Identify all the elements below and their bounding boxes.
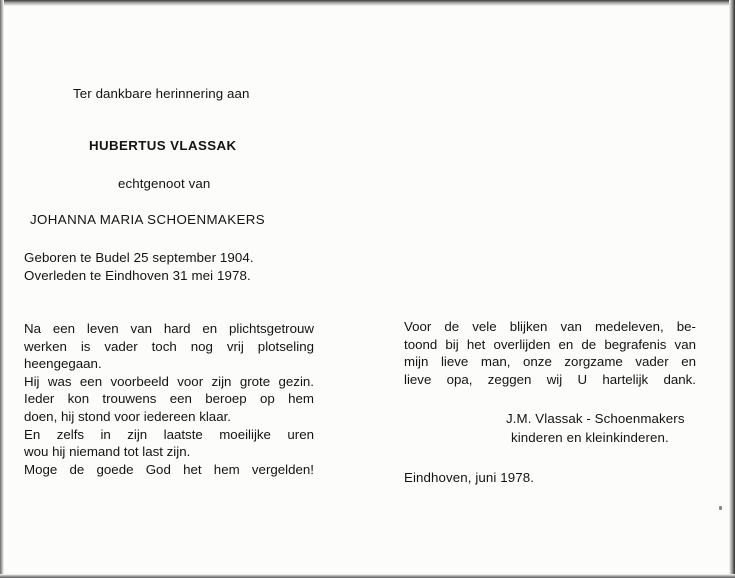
place-date: Eindhoven, juni 1978. <box>404 470 534 485</box>
left-line: En zelfs in zijn laatste moeilijke uren <box>24 426 314 442</box>
paper-speck <box>719 506 722 510</box>
intro-text: Ter dankbare herinnering aan <box>73 86 250 101</box>
relation-text: echtgenoot van <box>118 176 211 191</box>
left-line: werken is vader toch nog vrij plotseling <box>24 338 314 354</box>
spouse-name: JOHANNA MARIA SCHOENMAKERS <box>30 212 266 227</box>
card-edge-bottom <box>0 574 735 578</box>
birth-line: Geboren te Budel 25 september 1904. <box>24 250 254 265</box>
right-paragraph <box>404 318 696 388</box>
left-line: Ieder kon trouwens een beroep op hem <box>24 391 314 407</box>
card-edge-right <box>729 0 735 578</box>
card-edge-top <box>0 0 735 6</box>
left-line: heengegaan. <box>24 356 102 372</box>
signature-family: kinderen en kleinkinderen. <box>511 430 669 445</box>
deceased-name: HUBERTUS VLASSAK <box>89 138 237 153</box>
right-line: Voor de vele blijken van medeleven, be- <box>404 319 696 334</box>
left-line: Hij was een voorbeeld voor zijn grote gezin. <box>24 373 314 389</box>
left-paragraph <box>24 320 314 478</box>
right-line: lieve opa, zeggen wij U hartelijk dank. <box>404 371 696 387</box>
left-line: Moge de goede God het hem vergelden! <box>24 461 314 477</box>
right-line: toond bij het overlijden en de begrafenis van <box>404 336 696 352</box>
signature-name: J.M. Vlassak - Schoenmakers <box>506 411 685 426</box>
left-line: doen, hij stond voor iedereen klaar. <box>24 408 231 424</box>
death-line: Overleden te Eindhoven 31 mei 1978. <box>24 268 251 283</box>
right-line: mijn lieve man, onze zorgzame vader en <box>404 354 696 370</box>
left-line: Na een leven van hard en plichtsgetrouw <box>24 321 314 336</box>
left-line: wou hij niemand tot last zijn. <box>24 444 191 460</box>
card-edge-left <box>0 0 4 578</box>
